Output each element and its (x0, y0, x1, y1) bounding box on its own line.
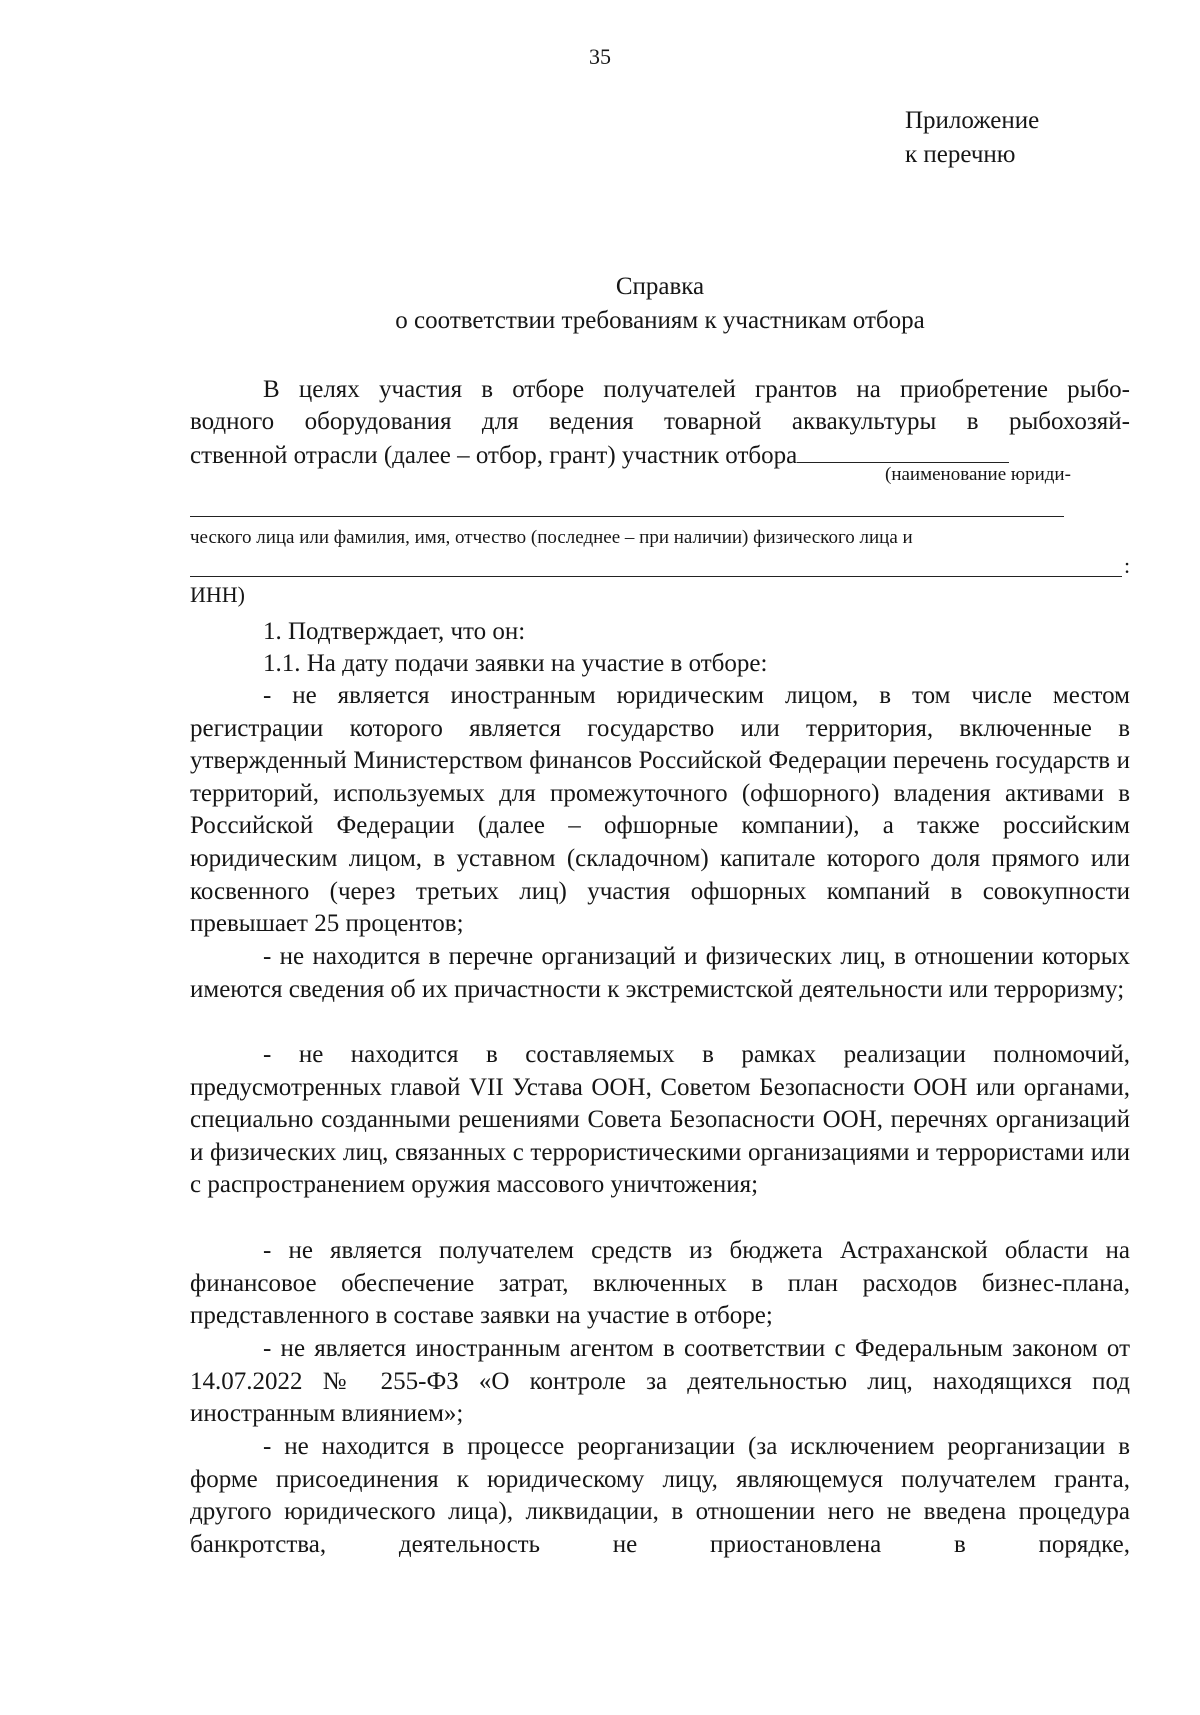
bullet-budget: - не является получателем средств из бюджета Астраханской области на финансовое обеспечение затрат, включенных в план расходов бизнес-плана, представленного в составе заявки на участие в отборе; (190, 1237, 1130, 1330)
participant-name-line-3 (190, 576, 1122, 577)
participant-name-blank (797, 438, 1009, 463)
bullet-foreign-agent: - не является иностранным агентом в соответствии с Федеральным законом от 14.07.2022 № 255-ФЗ «О контроле за деятельностью лиц, находящихся под иностранным влиянием»; (190, 1335, 1130, 1428)
title-line-2: о соответствии требованиям к участникам отбора (395, 307, 925, 334)
form-colon: : (1124, 553, 1131, 578)
participant-name-line-2 (190, 516, 1064, 517)
title-line-1: Справка (615, 273, 705, 300)
appendix-line-1: Приложение (905, 107, 1040, 134)
bullet-un-lists: - не находится в составляемых в рамках реализации полномочий, предусмотренных главой VII Устава ООН, Советом Безопасности ООН или органами, специально созданными решениями Совета Безопасности ООН, перечнях организаций и физических лиц, связанных с террористическими организациями и террористами или с распространением оружия массового уничтожения; (190, 1041, 1130, 1199)
appendix-caption (905, 104, 1039, 172)
item-1: 1. Подтверждает, что он: (263, 618, 526, 645)
appendix-line-2: к перечню (905, 141, 1016, 168)
item-1-1: 1.1. На дату подачи заявки на участие в отборе: (263, 650, 768, 677)
page-number: 35 (589, 44, 611, 69)
bullet-extremism: - не находится в перечне организаций и физических лиц, в отношении которых имеются сведения об их причастности к экстремистской деятельности или терроризму; (190, 943, 1130, 1003)
form-hint-3: ИНН) (190, 582, 245, 607)
form-hint-2: ческого лица или фамилия, имя, отчество (последнее – при наличии) физического лица и (190, 527, 913, 548)
form-hint-1: (наименование юриди- (885, 464, 1071, 485)
bullet-offshore: - не является иностранным юридическим лицом, в том числе местом регистрации которого является государство или территория, включенные в утвержденный Министерством финансов Российской Федерации перечень государств и территорий, используемых для промежуточного (офшорного) владения активами в Российской Федерации (далее – офшорные компании), а также российским юридическим лицом, в уставном (складочном) капитале которого доля прямого или косвенного (через третьих лиц) участия офшорных компаний в совокупности превышает 25 процентов; (190, 682, 1130, 938)
intro-line-1: В целях участия в отборе получателей грантов на приобретение рыбо- (263, 376, 1130, 403)
intro-line-2: водного оборудования для ведения товарной аквакультуры в рыбохозяй- (190, 408, 1130, 435)
document-title (190, 270, 1130, 338)
intro-line-3-text: ственной отрасли (далее – отбор, грант) участник отбора (190, 442, 798, 469)
bullet-reorganization: - не находится в процессе реорганизации (за исключением реорганизации в форме присоединения к юридическому лицу, являющемуся получателем гранта, другого юридического лица), ликвидации, в отношении него не введена процедура банкротства, деятельность не приостановлена в порядке, (190, 1433, 1130, 1558)
